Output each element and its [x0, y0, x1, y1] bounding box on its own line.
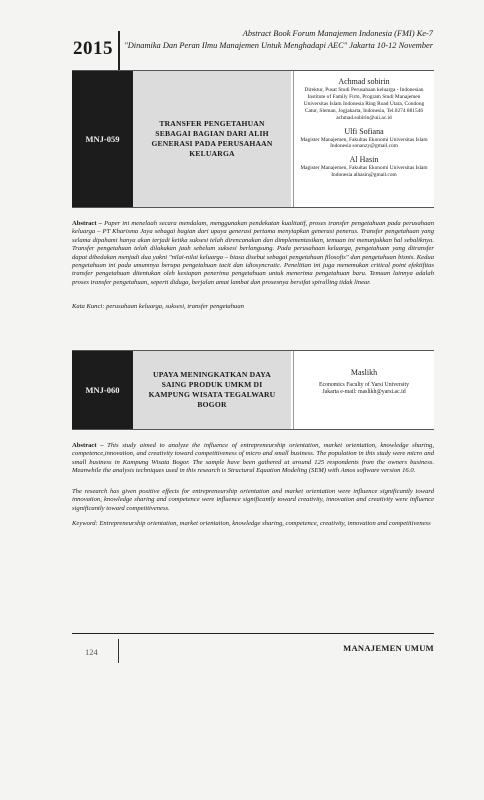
- paper-title-cell: [133, 71, 291, 207]
- author-list: [293, 71, 434, 207]
- header-divider: [118, 31, 120, 71]
- conference-year: 2015: [73, 38, 113, 59]
- paper-card-mnj-059: [72, 70, 434, 208]
- keywords: Kata Kunci: perusahaan keluarga, suksesi, transfer pengetahuan: [72, 303, 244, 310]
- author-affiliation: Magister Manajemen, Fakultas Ekonomi Universitas Islam Indonesia sonanzy@gmail.com: [300, 136, 428, 150]
- paper-code: MNJ-060: [72, 351, 133, 429]
- author-affiliation: Magister Manajemen, Fakultas Ekonomi Universitas Islam Indonesia alhasin@gmail.com: [300, 165, 428, 179]
- running-header: [123, 28, 433, 52]
- author-name: Achmad sobirin: [338, 77, 390, 86]
- keywords: Keyword: Entrepreneurship orientation, market orientation, knowledge sharing, competence, creativity, innovation and competitiveness: [72, 520, 431, 527]
- abstract-paragraph: [72, 220, 434, 287]
- paper-card-mnj-060: [72, 350, 434, 430]
- footer-vertical-rule: [118, 639, 119, 663]
- section-name: MANAJEMEN UMUM: [343, 643, 434, 653]
- header-line-2: "Dinamika Dan Peran Ilmu Manajemen Untuk Menghadapi AEC" Jakarta 10-12 November: [124, 41, 433, 50]
- paper-title: UPAYA MENINGKATKAN DAYA SAING PRODUK UMKM DI KAMPUNG WISATA TEGALWARU BOGOR: [148, 370, 276, 409]
- author-name: Ulfi Sofiana: [344, 126, 384, 136]
- author-affiliation: Direktur, Pusat Studi Perusahaan keluarga - Indonesian Institute of Family Firm, Program Studi Manajemen Universitas Islam Indonesia Ring Road Utara, Condong Catur, Sleman, Jogjakarta, Indonesia, Tel.0274 881546 achmad.sobirin@uii.ac.id: [303, 87, 425, 121]
- abstract-text: This study aimed to analyze the influence of entrepreneurship orientation, market orientation, knowledge sharing, competence,innovation, and creativity toward competitiveness of micro and small business. The population in this study were micro and small business in Kampung Wisata Bogor. The sample have been gathered at around 125 respondents from the owners business. Meanwhile the analysis techniques used in this research is Structural Equation Modeling (SEM) with Amos software version 16.0.: [72, 442, 434, 475]
- author-list: [293, 351, 434, 429]
- author-name: Maslikh: [350, 368, 378, 377]
- abstract-label: Abstract –: [72, 220, 102, 227]
- paper-title-cell: [133, 351, 291, 429]
- author-name: Al Hasin: [349, 155, 379, 165]
- footer-divider: [72, 633, 434, 634]
- abstract-paragraph: [72, 442, 434, 476]
- abstract-label: Abstract –: [72, 442, 104, 449]
- header-line-1: Abstract Book Forum Manajemen Indonesia (FMI) Ke-7: [242, 29, 433, 38]
- abstract-text: Paper ini menelaah secara mendalam, menggunakan pendekatan kualitatif, proses transfer pengetahuan pada perusahaan keluarga – PT Kharisma Jaya sebagai bagian dari upaya generasi pertama menyiapkan generasi penerus. Transfer pengetahuan yang selama dipahami hanya akan terjadi ketika suksesi telah direncanakan dan dimplementasikan, temuan ini menunjukkan hal sebaliknya. Transfer pengetahuan telah dilakukan jauh sebelum suksesi berlangsung. Pada perusahaan keluarga, pengetahuan yang ditransfer dapat dibedakan menjadi dua yakni "nilai-nilai keluarga – biasa disebut sebagai pengetahuan filosofis" dan pengetahuan bisnis. Kedua pengetahuan ini pada umumnya berupa pengetahuan tacit dan idiosyncratic. Penelitian ini juga menemukan critical point efektifitas transfer pengetahuan ditentukan oleh kesiapan penerima pengetahuan untuk menerima pengetahuan baru. Temuan lainnya adalah proses transfer pengetahuan, seperti diduga, berjalan amat lambat dan prosesnya bersifat spiralling tidak linear.: [72, 220, 434, 286]
- author-affiliation: Economics Faculty of Yarsi University Jakarta e-mail: maslikh@yarsi.ac.id: [318, 382, 409, 396]
- paper-title: TRANSFER PENGETAHUAN SEBAGAI BAGIAN DARI ALIH GENERASI PADA PERUSAHAAN KELUARGA: [151, 119, 273, 158]
- page-number: 124: [85, 647, 98, 657]
- paper-code: MNJ-059: [72, 71, 133, 207]
- abstract-paragraph-2: The research has given positive effects for entrepreneurship orientation and market orientation were influence significantly toward innovation, knowledge sharing and competence were influence significantly toward creativity, innovation and creativity were influence significantly toward competitiveness.: [72, 488, 434, 512]
